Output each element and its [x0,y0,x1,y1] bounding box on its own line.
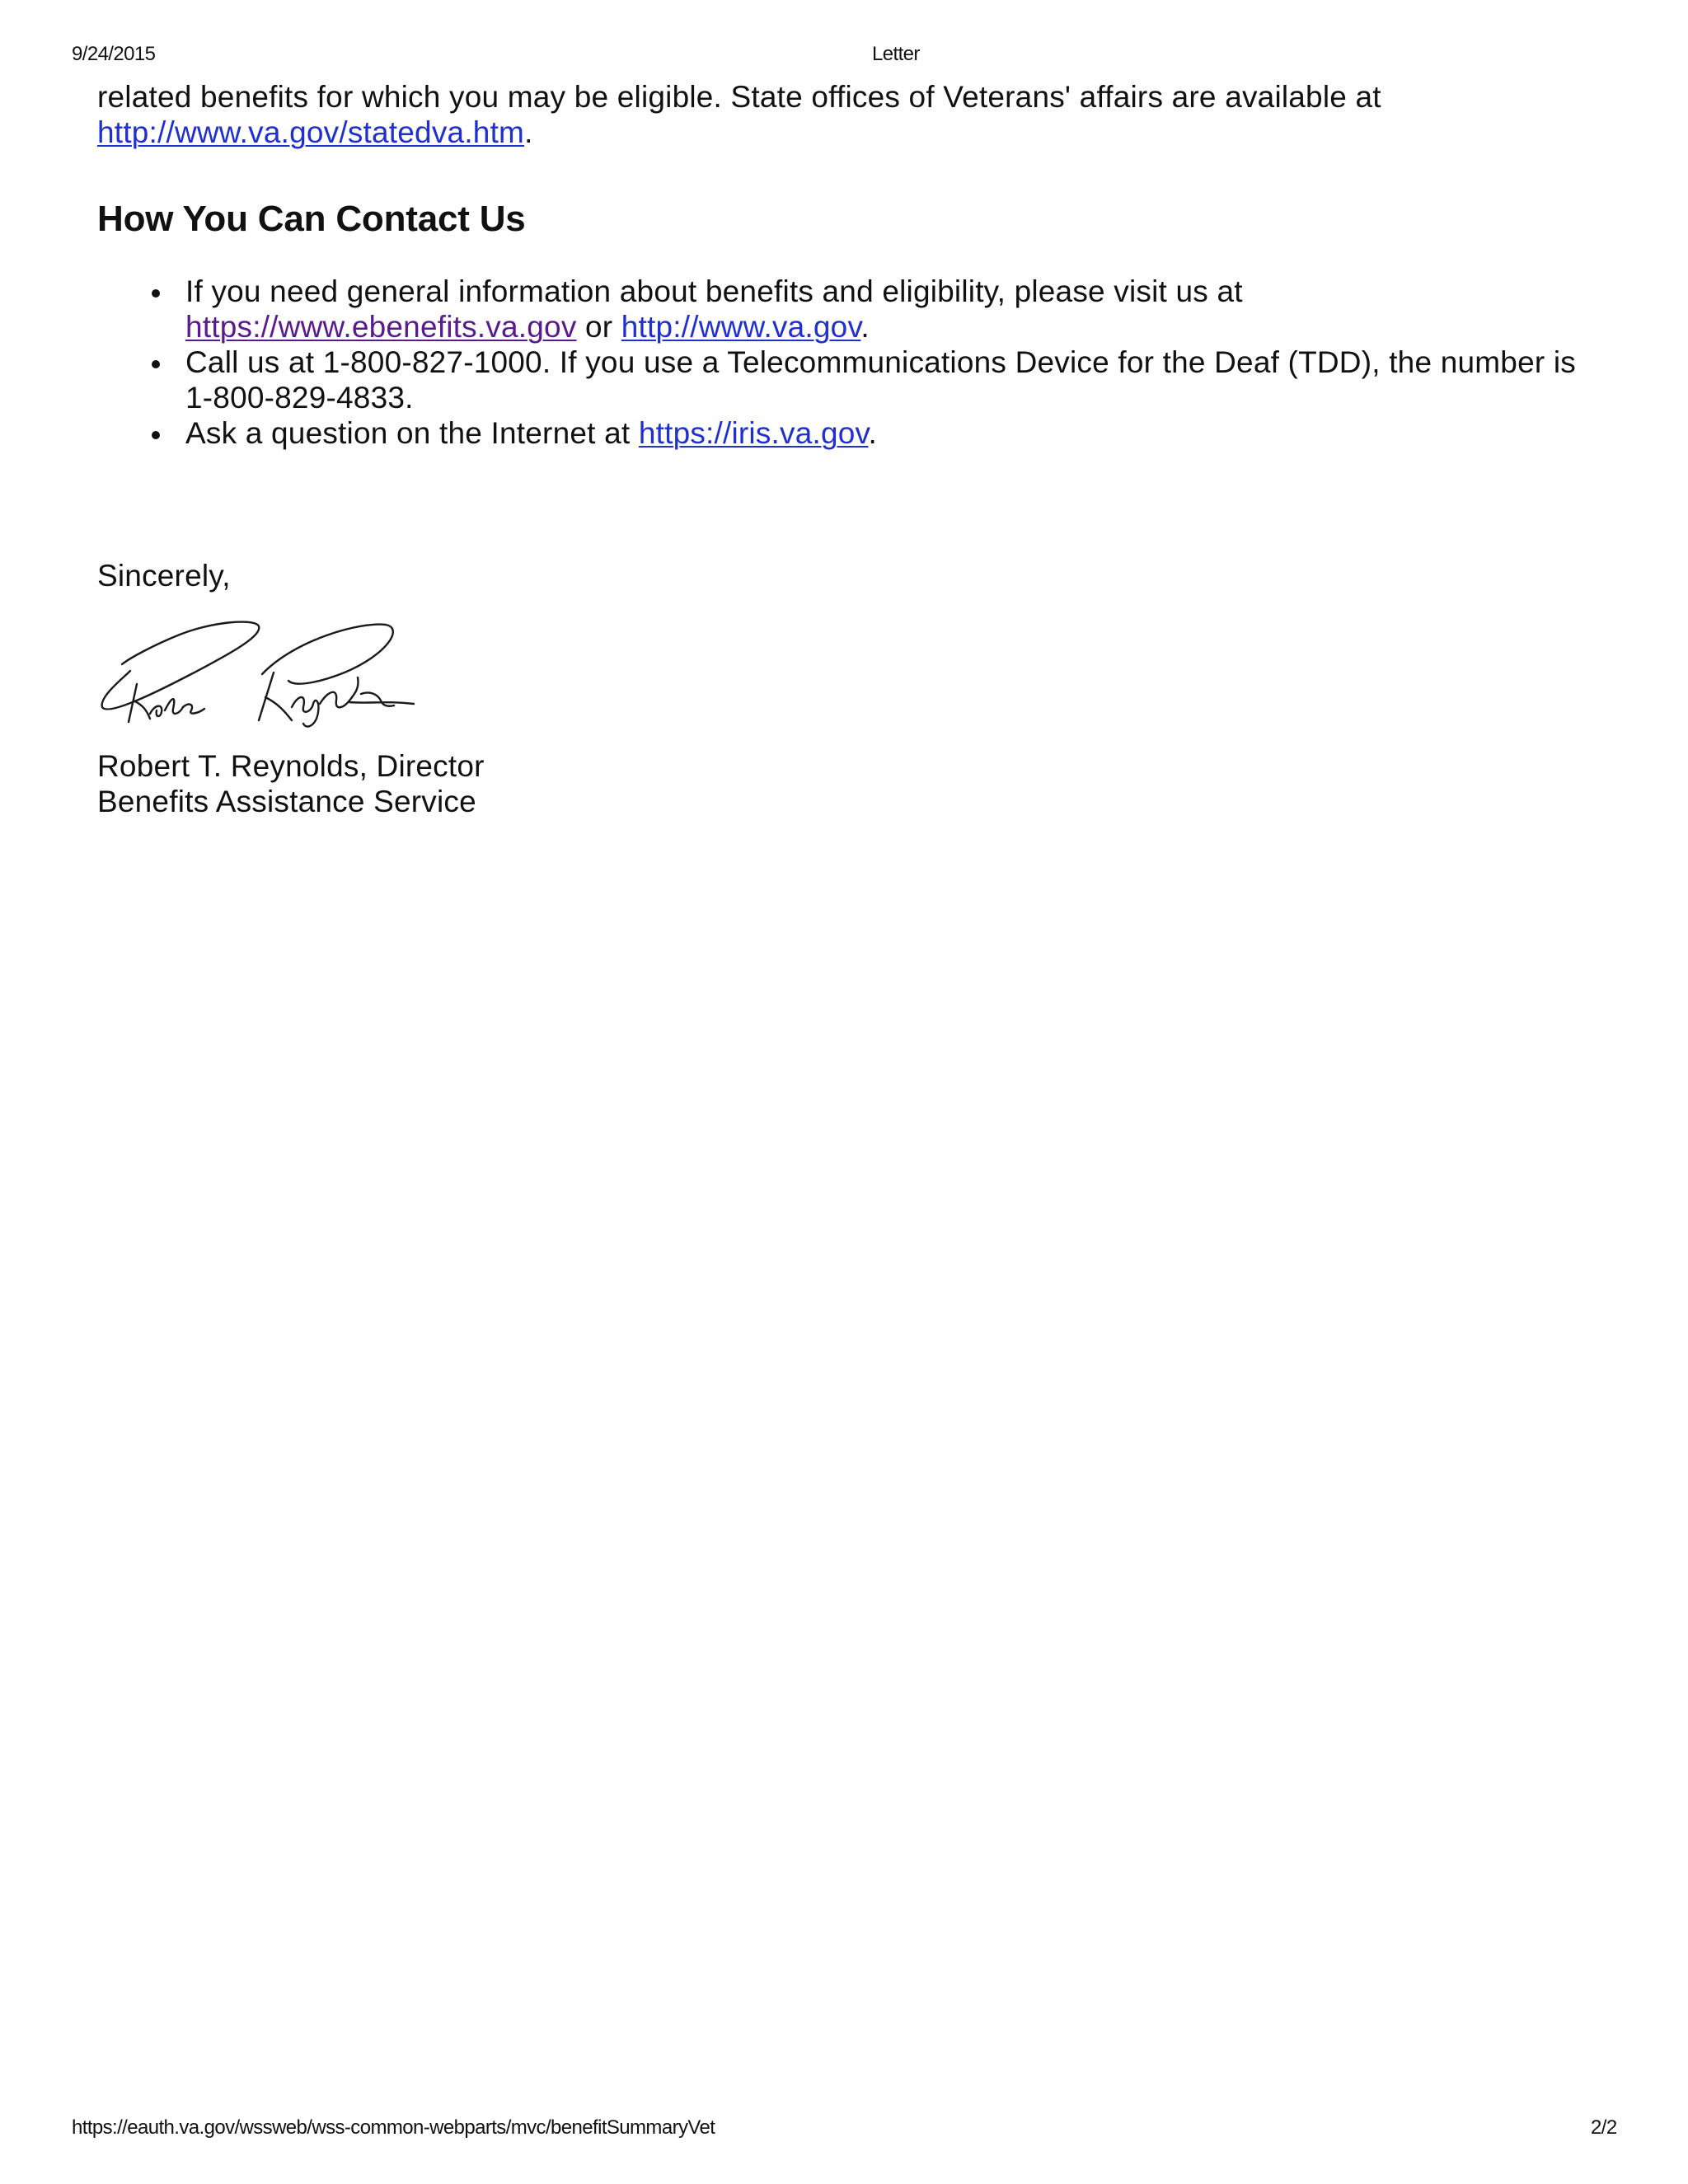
contact-heading: How You Can Contact Us [97,199,526,239]
signer-name: Robert T. Reynolds, Director [97,749,485,783]
list-item [185,274,1597,344]
salutation: Sincerely, [97,559,231,593]
list-item [185,344,1597,415]
print-header [0,43,1688,76]
letter-body [97,79,1597,819]
or-text: or [576,310,621,344]
print-footer [0,2116,1688,2149]
signature-icon [97,615,427,730]
intro-text: related benefits for which you may be eligible. State offices of Veterans' affairs are available at [97,80,1381,114]
ebenefits-link[interactable]: https://www.ebenefits.va.gov [185,310,577,344]
phone-text: Call us at 1-800-827-1000. If you use a Telecommunications Device for the Deaf (TDD), the number is 1-800-829-4833. [185,345,1576,415]
signer-block [97,748,1597,819]
print-title: Letter [872,43,920,65]
signature-image [97,615,427,730]
list-item [185,415,1597,451]
intro-period: . [524,115,533,149]
ask-text: Ask a question on the Internet at [185,416,639,450]
ask-period: . [868,416,877,450]
bullet-icon [152,360,160,368]
signer-office: Benefits Assistance Service [97,785,476,818]
info-period: . [860,310,870,344]
bullet-icon [152,289,160,298]
print-date: 9/24/2015 [72,43,156,65]
state-dva-link[interactable]: http://www.va.gov/statedva.htm [97,115,525,149]
iris-link[interactable]: https://iris.va.gov [638,416,869,450]
print-url: https://eauth.va.gov/wssweb/wss-common-webparts/mvc/benefitSummaryVet [72,2116,715,2139]
info-text: If you need general information about benefits and eligibility, please visit us at [185,274,1243,308]
contact-list [97,274,1597,451]
intro-paragraph [97,79,1597,150]
va-gov-link[interactable]: http://www.va.gov [621,310,861,344]
page-number: 2/2 [1591,2116,1617,2139]
bullet-icon [152,431,160,439]
